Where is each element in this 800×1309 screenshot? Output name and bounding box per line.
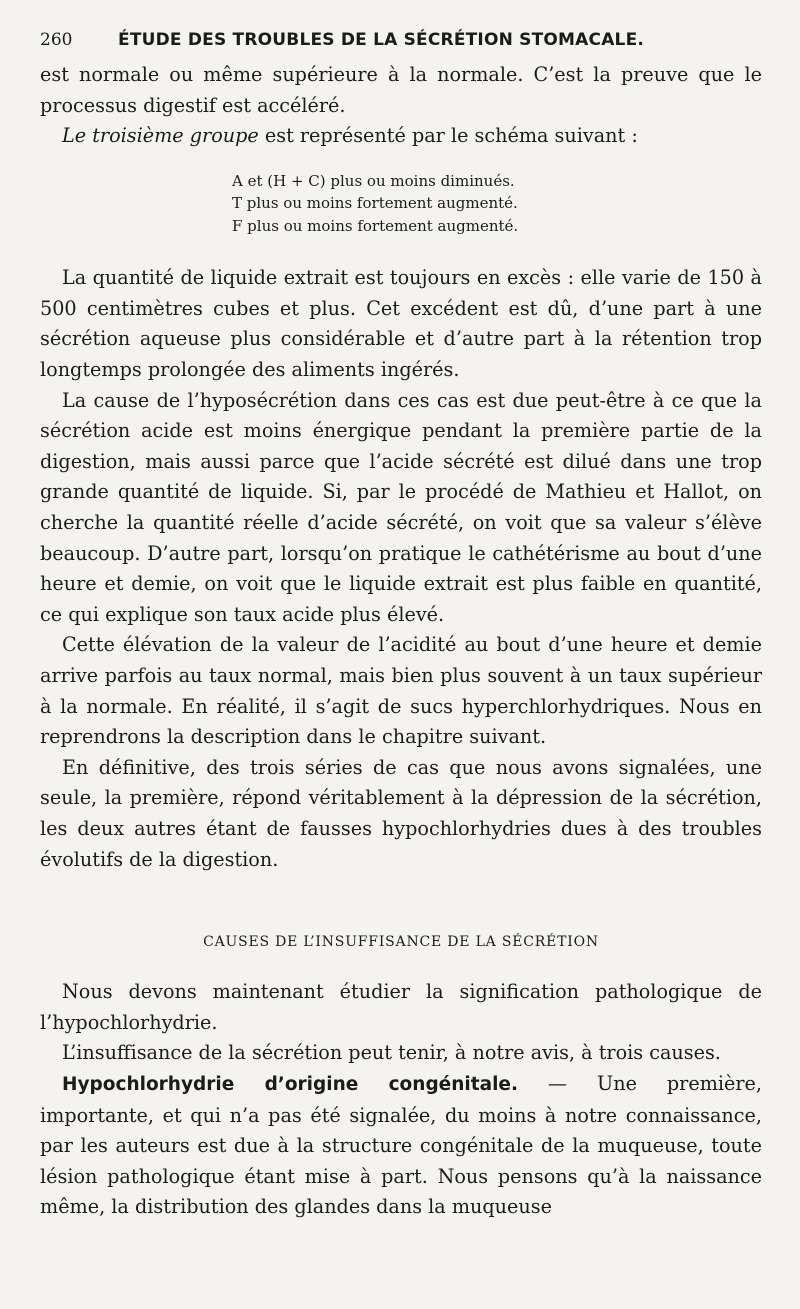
paragraph-2-text: est représenté par le schéma suivant : [258, 124, 638, 148]
schema-line-f: F plus ou moins fortement augmenté. [232, 216, 519, 235]
page-number: 260 [40, 30, 73, 50]
schema-line-a: A et (H + C) plus ou moins diminués. [232, 171, 515, 190]
paragraph-9-text: — Une première, importante, et qui n’a pas été signalée, du moins à notre connaissance, par les auteurs est due à la structure congénitale de la muqueuse, toute lésion pathologique étant mise à part. Nous pensons qu’à la naissance même, la distribution des glandes dans la muqueuse [40, 1071, 763, 1219]
schema-line-t: T plus ou moins fortement augmenté. [232, 194, 518, 213]
paragraph-8: L’insuffisance de la sécrétion peut tenir, à notre avis, à trois causes. [62, 1041, 721, 1065]
running-title: ÉTUDE DES TROUBLES DE LA SÉCRÉTION STOMACALE. [118, 30, 645, 50]
paragraph-2 [40, 121, 762, 152]
book-page [40, 30, 762, 1223]
section-heading: CAUSES DE L’INSUFFISANCE DE LA SÉCRÉTION [203, 934, 599, 951]
paragraph-3: La quantité de liquide extrait est toujours en excès : elle varie de 150 à 500 centimètres cubes et plus. Cet excédent est dû, d’une part à une sécrétion aqueuse plus considérable et d’autre part à la rétention trop longtemps prolongée des aliments ingérés. [40, 266, 762, 382]
running-header [40, 30, 762, 60]
body-text [40, 60, 762, 1223]
schema-list [232, 170, 762, 238]
paragraph-4: La cause de l’hyposécrétion dans ces cas est due peut-être à ce que la sécrétion acide est moins énergique pendant la première partie de la digestion, mais aussi parce que l’acide sécrété est dilué dans une trop grande quantité de liquide. Si, par le procédé de Mathieu et Hallot, on cherche la quantité réelle d’acide sécrété, on voit que sa valeur s’élève beaucoup. D’autre part, lorsqu’on pratique le cathétérisme au bout d’une heure et demie, on voit que le liquide extrait est plus faible en quantité, ce qui explique son taux acide plus élevé. [40, 388, 762, 626]
group-label: Le troisième groupe [62, 124, 259, 148]
paragraph-5: Cette élévation de la valeur de l’acidité au bout d’une heure et demie arrive parfois au taux normal, mais bien plus souvent à un taux supérieur à la normale. En réalité, il s’agit de sucs hyperchlorhydriques. Nous en reprendrons la description dans le chapitre suivant. [40, 633, 762, 749]
paragraph-1: est normale ou même supérieure à la normale. C’est la preuve que le processus digestif est accéléré. [40, 63, 762, 117]
paragraph-6: En définitive, des trois séries de cas que nous avons signalées, une seule, la première, répond véritablement à la dépression de la sécrétion, les deux autres étant de fausses hypochlorhydries dues à des troubles évolutifs de la digestion. [40, 755, 762, 871]
paragraph-9 [40, 1069, 762, 1223]
paragraph-7: Nous devons maintenant étudier la signification pathologique de l’hypochlorhydrie. [40, 980, 762, 1034]
subsection-title: Hypochlorhydrie d’origine congénitale. [62, 1073, 518, 1095]
